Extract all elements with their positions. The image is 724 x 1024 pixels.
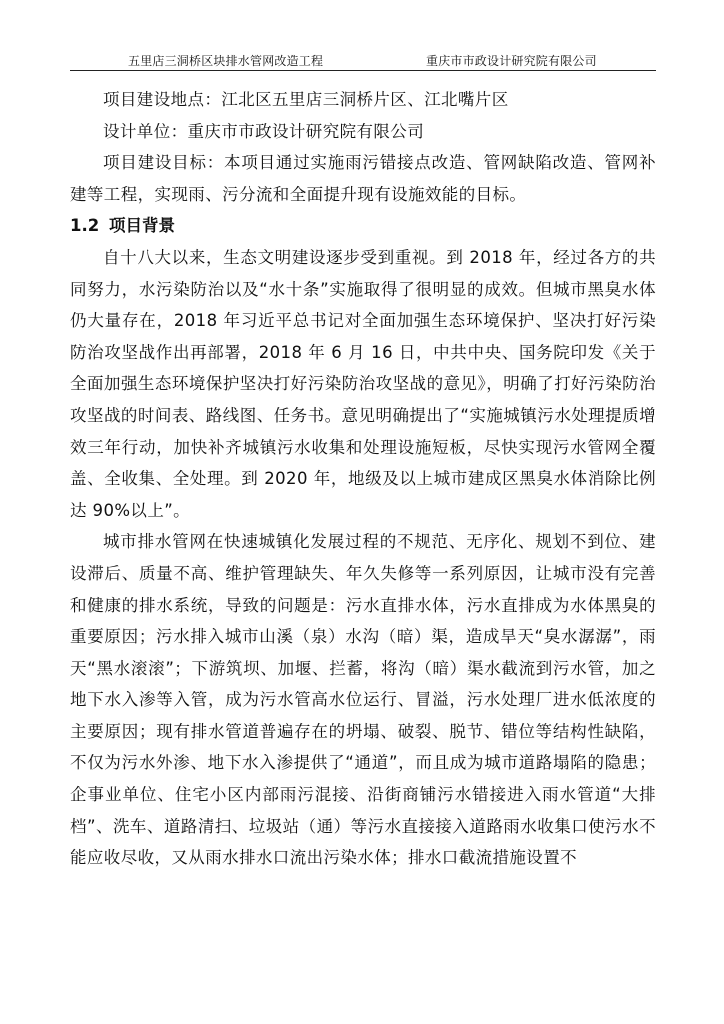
section-number: 1.2 <box>70 216 100 236</box>
section-heading <box>70 210 656 242</box>
page-header <box>70 50 656 71</box>
background-paragraph-2: 城市排水管网在快速城镇化发展过程的不规范、无序化、规划不到位、建设滞后、质量不高、维护管理缺失、年久失修等一系列原因，让城市没有完善和健康的排水系统，导致的问题是：污水直排水体，污水直排成为水体黑臭的重要原因；污水排入城市山溪（泉）水沟（暗）渠，造成旱天“臭水潺潺”，雨天“黑水滚滚”；下游筑坝、加堰、拦蓄，将沟（暗）渠水截流到污水管，加之地下水入渗等入管，成为污水管高水位运行、冒溢，污水处理厂进水低浓度的主要原因；现有排水管道普遍存在的坍塌、破裂、脱节、错位等结构性缺陷，不仅为污水外渗、地下水入渗提供了“通道”，而且成为城市道路塌陷的隐患；企事业单位、住宅小区内部雨污混接、沿街商铺污水错接进入雨水管道“大排档”、洗车、道路清扫、垃圾站（通）等污水直接接入道路雨水收集口使污水不能应收尽收，又从雨水排水口流出污染水体；排水口截流措施设置不 <box>70 532 656 868</box>
document-body <box>70 84 656 874</box>
section-title: 项目背景 <box>108 216 175 236</box>
header-company-name: 重庆市市政设计研究院有限公司 <box>426 54 597 68</box>
background-paragraph-1: 自十八大以来，生态文明建设逐步受到重视。到 2018 年，经过各方的共同努力，水污染防治以及“水十条”实施取得了很明显的成效。但城市黑臭水体仍大量存在，2018 年习近平总书记对全面加强生态环境保护、坚决打好污染防治攻坚战作出再部署，2018 年 6 月 16 日，中共中央、国务院印发《关于全面加强生态环境保护坚决打好污染防治攻坚战的意见》，明确了打好污染防治攻坚战的时间表、路线图、任务书。意见明确提出了“实施城镇污水处理提质增效三年行动，加快补齐城镇污水收集和处理设施短板，尽快实现污水管网全覆盖、全收集、全处理。到 2020 年，地级及以上城市建成区黑臭水体消除比例达 90%以上”。 <box>70 247 656 520</box>
project-location: 项目建设地点：江北区五里店三洞桥片区、江北嘴片区 <box>103 90 509 109</box>
header-project-name: 五里店三洞桥区块排水管网改造工程 <box>128 54 324 68</box>
design-unit: 设计单位：重庆市市政设计研究院有限公司 <box>103 121 425 141</box>
project-goal: 项目建设目标：本项目通过实施雨污错接点改造、管网缺陷改造、管网补建等工程，实现雨、污分流和全面提升现有设施效能的目标。 <box>70 153 656 204</box>
